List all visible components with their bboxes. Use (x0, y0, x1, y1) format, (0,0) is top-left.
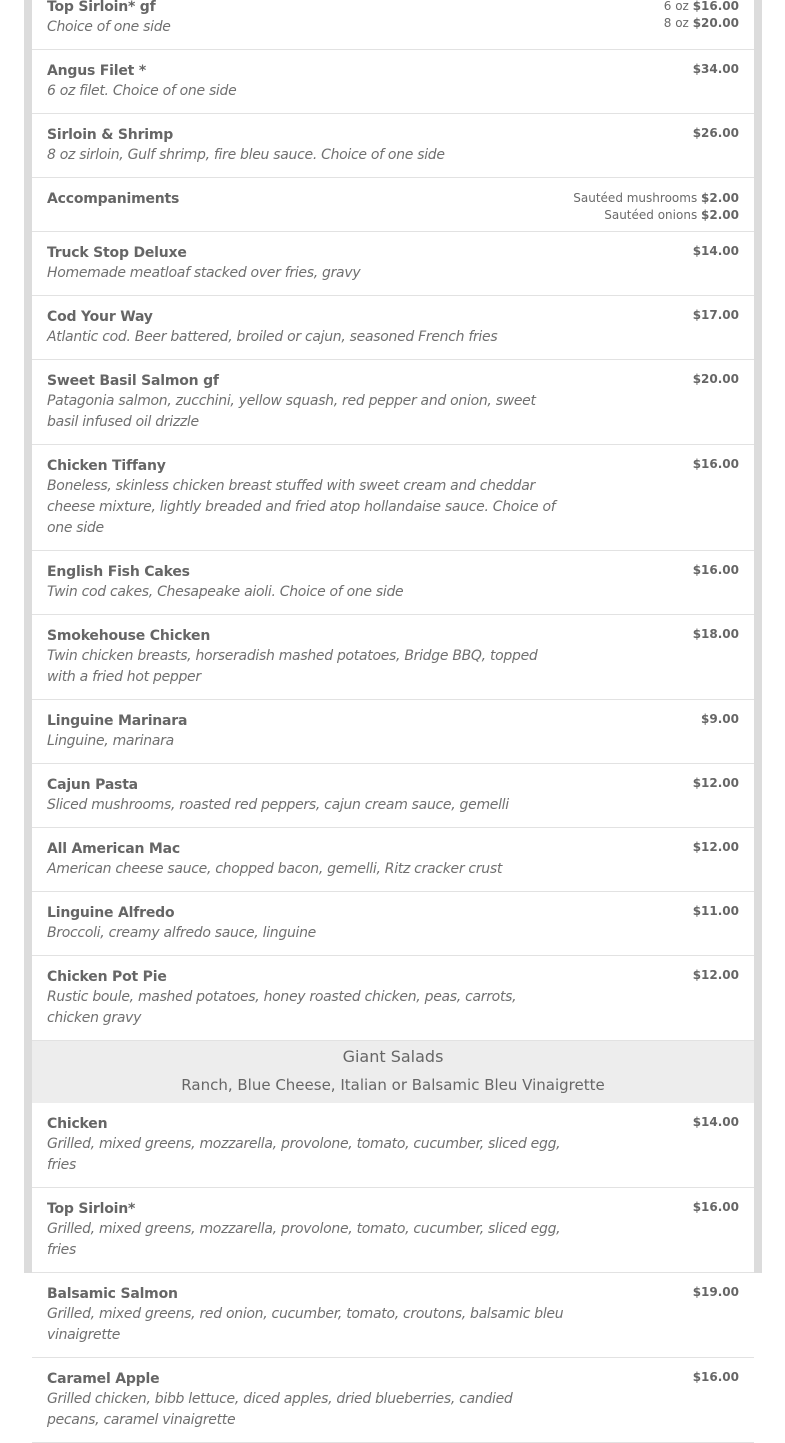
menu-item (32, 551, 754, 615)
item-name: Linguine Alfredo (47, 905, 175, 921)
item-price: $16.00 (692, 457, 739, 471)
item-name: Chicken Tiffany (47, 458, 166, 474)
item-name: Balsamic Salmon (47, 1286, 178, 1302)
item-description: Boneless, skinless chicken breast stuffed with sweet cream and cheddar cheese mixture, lightly breaded and fried atop hollandaise sauce. Choice of one side (47, 478, 556, 536)
price-option-label: Sautéed onions (604, 208, 698, 222)
item-name: Chicken (47, 1116, 108, 1132)
item-name: Cod Your Way (47, 309, 153, 325)
menu-item (32, 114, 754, 178)
menu-item (32, 1188, 754, 1273)
item-price: $14.00 (692, 1115, 739, 1129)
price-option-value: $2.00 (701, 191, 739, 205)
item-price: $18.00 (692, 627, 739, 641)
item-price: $16.00 (692, 1370, 739, 1384)
menu-item (32, 1103, 754, 1188)
item-price: $16.00 (692, 1200, 739, 1214)
item-name: Top Sirloin* gf (47, 0, 156, 15)
item-price: $34.00 (692, 62, 739, 76)
item-price: $20.00 (692, 372, 739, 386)
item-description: Atlantic cod. Beer battered, broiled or cajun, seasoned French fries (47, 329, 498, 345)
item-description: 6 oz filet. Choice of one side (47, 83, 237, 99)
menu-item (32, 956, 754, 1041)
item-name: Angus Filet * (47, 63, 146, 79)
menu-item (32, 445, 754, 551)
item-price: $11.00 (692, 904, 739, 918)
item-name: Smokehouse Chicken (47, 628, 211, 644)
menu-item (32, 764, 754, 828)
section-header-giant-salads (32, 1041, 754, 1103)
item-name: Caramel Apple (47, 1371, 160, 1387)
item-description: Grilled, mixed greens, mozzarella, provolone, tomato, cucumber, sliced egg, fries (47, 1221, 561, 1258)
item-name: Cajun Pasta (47, 777, 138, 793)
menu-item (32, 360, 754, 445)
item-name: Top Sirloin* (47, 1201, 136, 1217)
menu-item (32, 892, 754, 956)
item-name: Sirloin & Shrimp (47, 127, 174, 143)
item-price-options (664, 0, 739, 32)
item-name: Accompaniments (47, 191, 180, 207)
item-name: English Fish Cakes (47, 564, 190, 580)
item-description: American cheese sauce, chopped bacon, gemelli, Ritz cracker crust (47, 861, 503, 877)
item-description: Grilled chicken, bibb lettuce, diced apples, dried blueberries, candied pecans, caramel vinaigrette (47, 1391, 513, 1428)
item-price: $16.00 (692, 563, 739, 577)
item-description: 8 oz sirloin, Gulf shrimp, fire bleu sauce. Choice of one side (47, 147, 445, 163)
menu-sheet (32, 0, 754, 1443)
price-option-label: 8 oz (663, 16, 689, 30)
menu-item (32, 232, 754, 296)
menu-item (32, 615, 754, 700)
section-title: Giant Salads (342, 1047, 444, 1066)
menu-item-accompaniments (32, 178, 754, 232)
price-option-label: Sautéed mushrooms (573, 191, 698, 205)
item-price: $12.00 (692, 840, 739, 854)
item-price: $9.00 (701, 712, 739, 726)
menu-item (32, 828, 754, 892)
item-description: Twin chicken breasts, horseradish mashed potatoes, Bridge BBQ, topped with a fried hot pepper (47, 648, 538, 685)
menu-item (32, 296, 754, 360)
item-description: Twin cod cakes, Chesapeake aioli. Choice of one side (47, 584, 404, 600)
item-price: $12.00 (692, 776, 739, 790)
section-subtitle: Ranch, Blue Cheese, Italian or Balsamic Bleu Vinaigrette (181, 1076, 605, 1094)
item-price: $17.00 (692, 308, 739, 322)
item-name: Linguine Marinara (47, 713, 188, 729)
item-description: Homemade meatloaf stacked over fries, gravy (47, 265, 361, 281)
item-description: Broccoli, creamy alfredo sauce, linguine (47, 925, 316, 941)
menu-item-top-sirloin (32, 0, 754, 50)
menu-item (32, 700, 754, 764)
menu-item (32, 50, 754, 114)
item-description: Rustic boule, mashed potatoes, honey roasted chicken, peas, carrots, chicken gravy (47, 989, 517, 1026)
item-price: $26.00 (692, 126, 739, 140)
menu-item (32, 1273, 754, 1358)
price-option-value: $16.00 (692, 0, 739, 13)
item-description: Sliced mushrooms, roasted red peppers, cajun cream sauce, gemelli (47, 797, 509, 813)
item-name: Sweet Basil Salmon gf (47, 373, 219, 389)
item-description: Grilled, mixed greens, red onion, cucumber, tomato, croutons, balsamic bleu vinaigrette (47, 1306, 564, 1343)
menu-item (32, 1358, 754, 1443)
item-price: $12.00 (692, 968, 739, 982)
item-name: All American Mac (47, 841, 180, 857)
item-description: Linguine, marinara (47, 733, 174, 749)
item-name: Truck Stop Deluxe (47, 245, 187, 261)
item-name: Chicken Pot Pie (47, 969, 167, 985)
item-description: Choice of one side (47, 19, 171, 35)
item-price: $19.00 (692, 1285, 739, 1299)
item-price: $14.00 (692, 244, 739, 258)
price-option-label: 6 oz (663, 0, 689, 13)
price-option-value: $2.00 (701, 208, 739, 222)
item-description: Grilled, mixed greens, mozzarella, provolone, tomato, cucumber, sliced egg, fries (47, 1136, 561, 1173)
item-description: Patagonia salmon, zucchini, yellow squash, red pepper and onion, sweet basil infused oil drizzle (47, 393, 536, 430)
price-option-value: $20.00 (692, 16, 739, 30)
item-price-options (573, 190, 739, 224)
